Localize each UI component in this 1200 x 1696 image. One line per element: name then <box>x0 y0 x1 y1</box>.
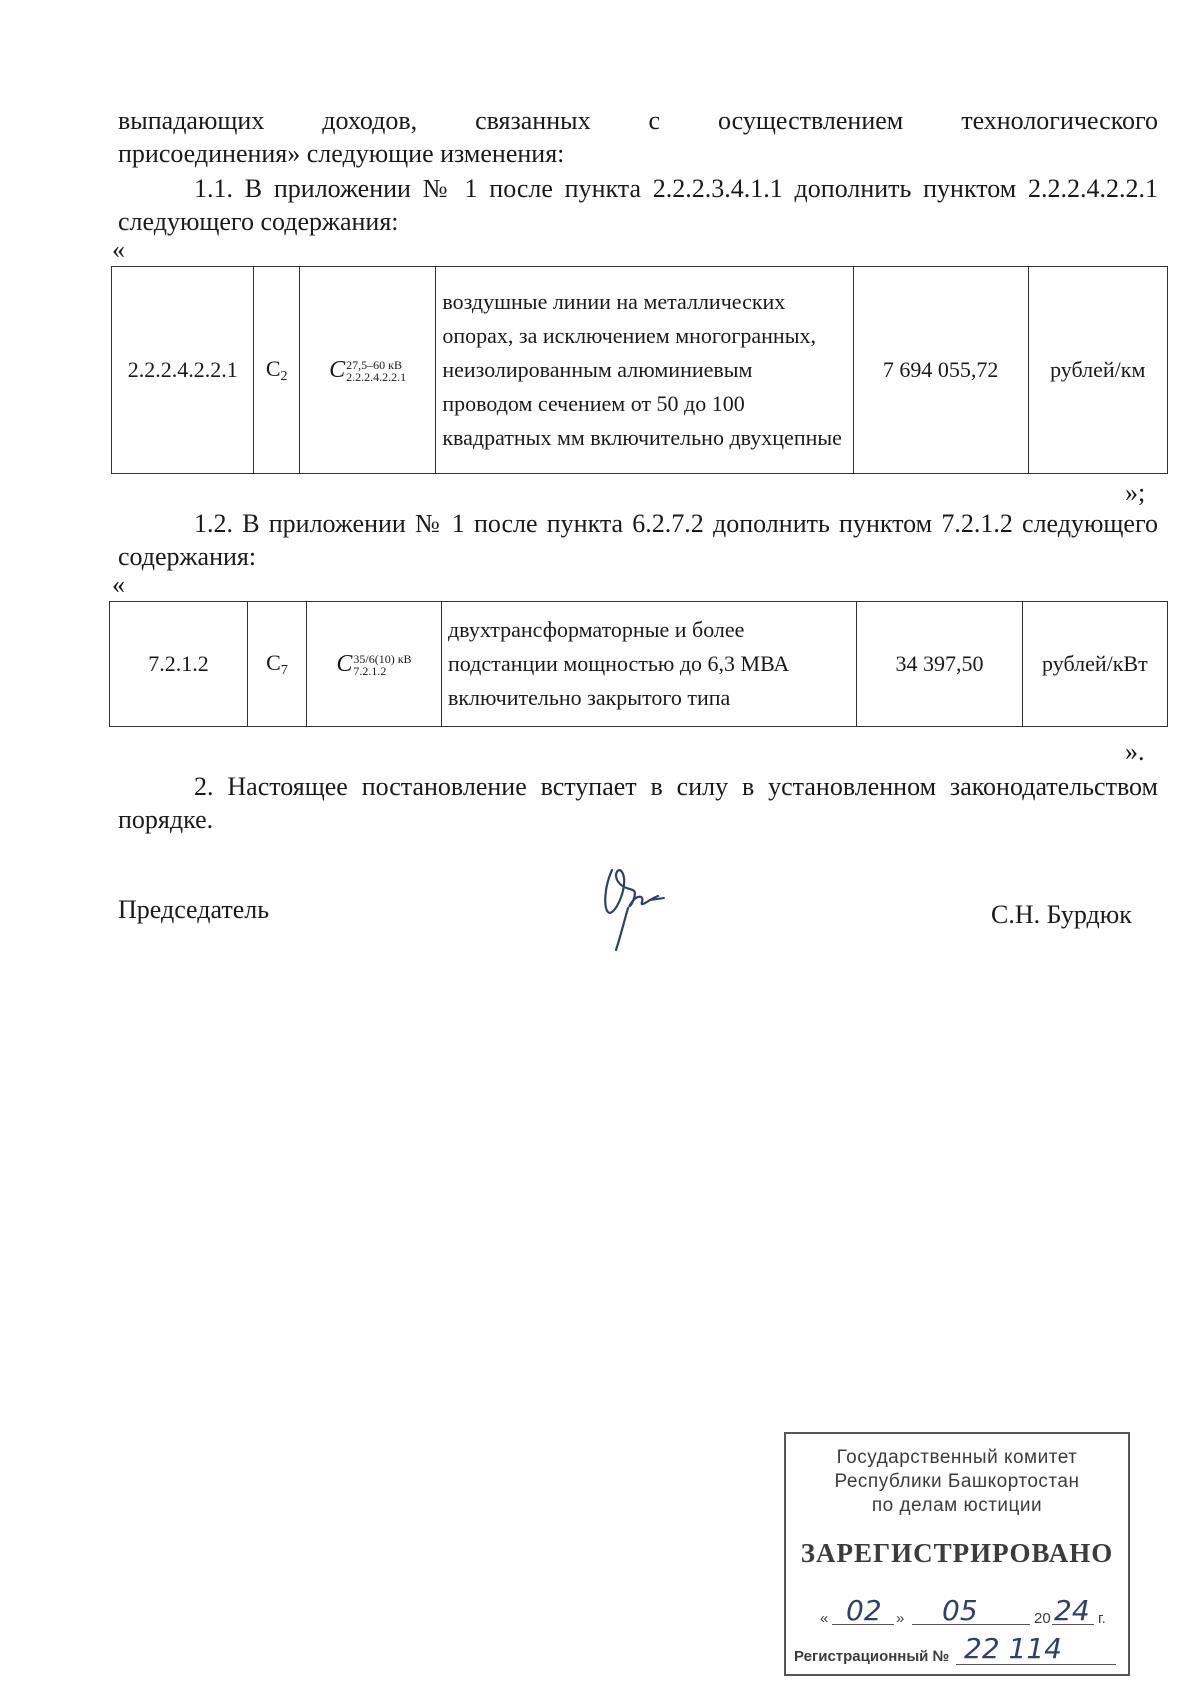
stamp-year-prefix: 20 <box>1034 1610 1051 1627</box>
table1-open-quote: « <box>112 235 125 264</box>
tariff-table-2 <box>109 601 1168 727</box>
table2-symbol-sub: 7.2.1.2 <box>353 664 387 679</box>
item-1-1-text: 1.1. В приложении № 1 после пункта 2.2.2.3.4.1.1 дополнить пунктом 2.2.2.4.2.2.1 следующего содержания: <box>118 174 1158 236</box>
table1-unit: рублей/км <box>1028 267 1168 474</box>
stamp-year-mark: г. <box>1098 1610 1106 1627</box>
table1-code: 2.2.2.4.2.2.1 <box>112 267 254 474</box>
stamp-day: 02 <box>846 1594 882 1627</box>
signatory-name: С.Н. Бурдюк <box>991 900 1132 929</box>
intro-word: связанных <box>475 106 591 135</box>
table2-category-letter: C <box>266 649 281 675</box>
stamp-reg-number: 22 114 <box>964 1632 1062 1665</box>
table2-description: двухтрансформаторные и более подстанции мощностью до 6,3 МВА включительно закрытого типа <box>441 602 856 727</box>
signature-scribble <box>598 862 676 952</box>
table2-category-index: 7 <box>280 662 288 678</box>
intro-line-1 <box>118 104 1158 137</box>
table1-category-index: 2 <box>280 368 288 384</box>
intro-word: с <box>648 106 661 135</box>
table1-value: 7 694 055,72 <box>853 267 1028 474</box>
table2-value: 34 397,50 <box>857 602 1023 727</box>
item-1-2-text: 1.2. В приложении № 1 после пункта 6.2.7.2 дополнить пунктом 7.2.1.2 следующего содержания: <box>118 509 1158 571</box>
stamp-month: 05 <box>942 1594 978 1627</box>
table2-category <box>248 602 307 727</box>
table1-close-quote: »; <box>1125 478 1146 507</box>
table-row <box>112 267 1168 474</box>
table1-symbol-sup: 27,5–60 кВ <box>346 358 402 373</box>
intro-word: осуществлением <box>718 106 904 135</box>
intro-word: доходов, <box>322 106 418 135</box>
table1-category <box>254 267 299 474</box>
table2-code: 7.2.1.2 <box>110 602 248 727</box>
table1-category-letter: C <box>265 355 281 381</box>
table2-symbol-letter: C <box>336 650 353 677</box>
stamp-org-line-3: по делам юстиции <box>871 1495 1043 1516</box>
stamp-registration <box>794 1632 1124 1668</box>
table1-symbol-letter: C <box>329 356 346 383</box>
intro-line-2: присоединения» следующие изменения: <box>118 139 565 168</box>
table1-description: воздушные линии на металлических опорах, за исключением многогранных, неизолированным алюминиевым проводом сечением от 50 до 100 квадратных мм включительно двухцепные <box>436 267 853 474</box>
table-row <box>110 602 1168 727</box>
table2-unit: рублей/кВт <box>1022 602 1167 727</box>
stamp-year-suffix: 24 <box>1054 1594 1090 1627</box>
registration-stamp <box>784 1432 1130 1676</box>
stamp-status: ЗАРЕГИСТРИРОВАНО <box>800 1538 1114 1568</box>
stamp-org-line-2: Республики Башкортостан <box>834 1471 1080 1492</box>
table1-symbol-sub: 2.2.2.4.2.2.1 <box>346 370 407 385</box>
stamp-org-line-1: Государственный комитет <box>836 1447 1078 1468</box>
stamp-reg-label: Регистрационный № <box>794 1648 950 1665</box>
table2-close-quote: ». <box>1125 737 1145 766</box>
table2-symbol <box>306 602 441 727</box>
stamp-date: « 02 » 05 20 24 г. <box>820 1594 1106 1627</box>
intro-word: технологического <box>961 106 1159 135</box>
tariff-table-1 <box>111 266 1168 474</box>
item-2-text: 2. Настоящее постановление вступает в силу в установленном законодательством порядке. <box>118 772 1158 834</box>
intro-word: выпадающих <box>118 106 265 135</box>
table2-open-quote: « <box>112 570 125 599</box>
signatory-title: Председатель <box>118 895 270 924</box>
table2-symbol-sup: 35/6(10) кВ <box>353 652 412 667</box>
table1-symbol <box>299 267 435 474</box>
